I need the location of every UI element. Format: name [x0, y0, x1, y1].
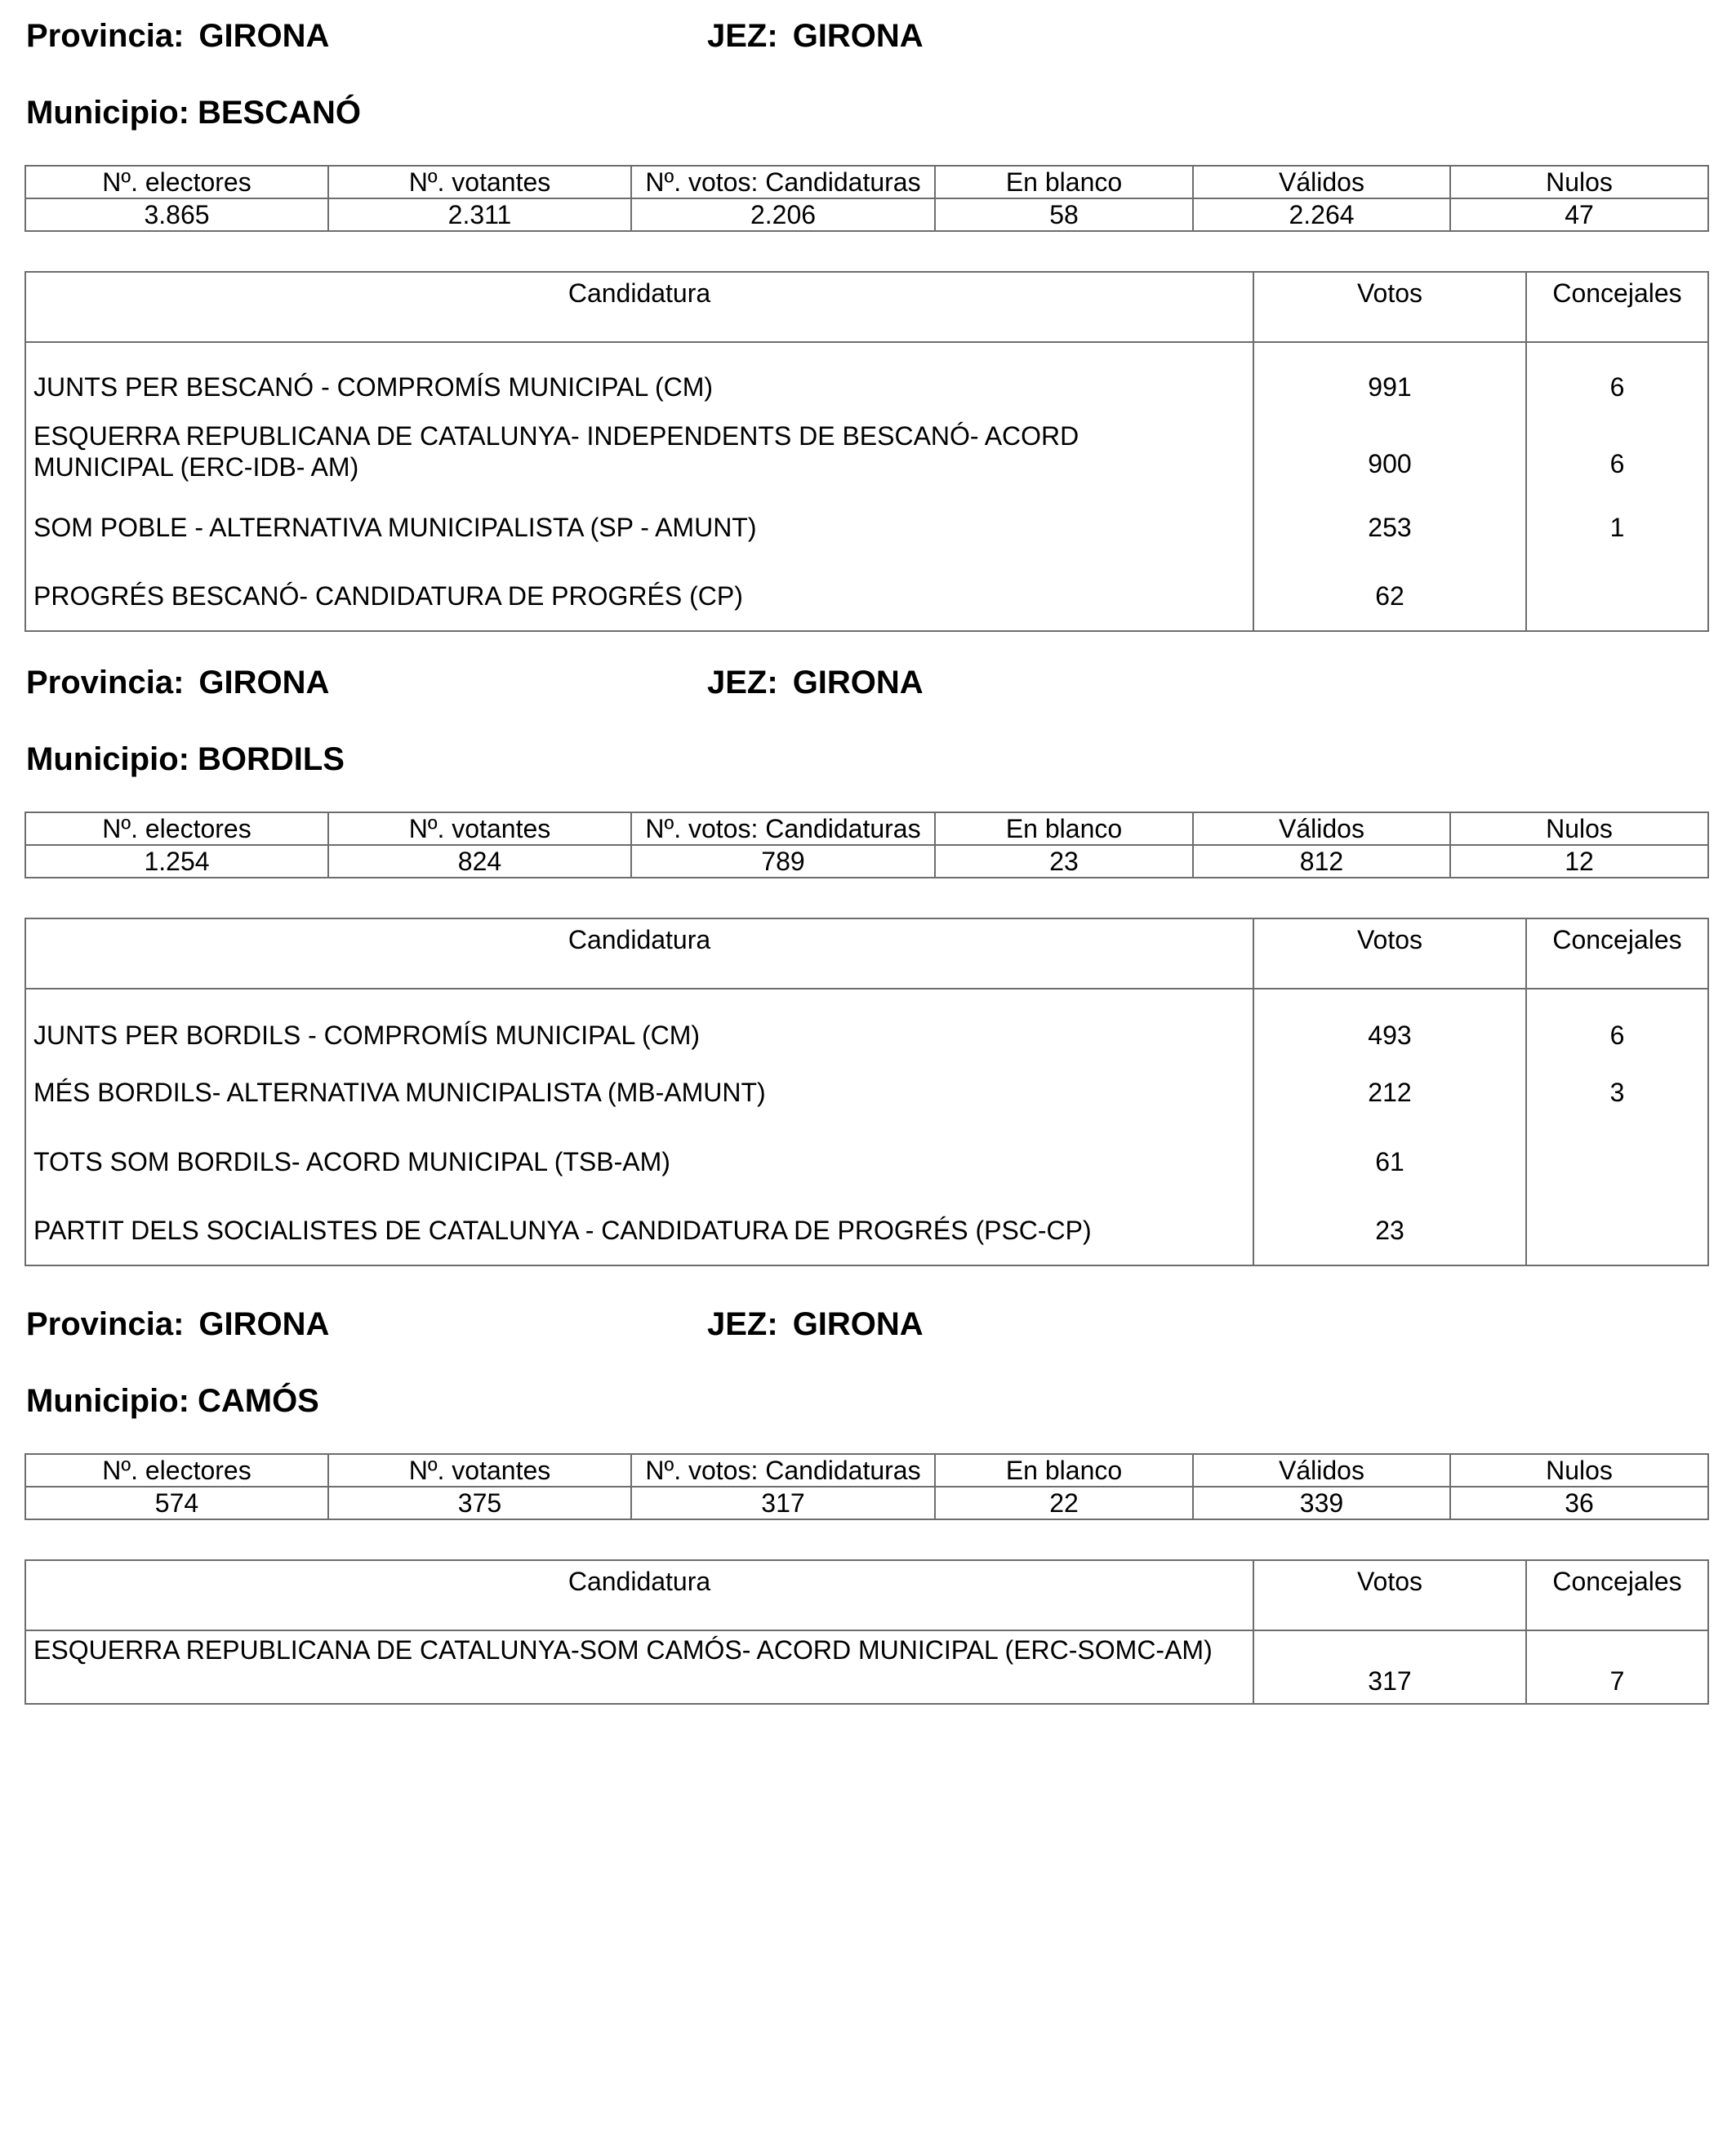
municipio-value: BESCANÓ: [197, 95, 361, 131]
table-row: [25, 989, 1708, 1057]
summary-header-row: [25, 166, 1708, 198]
table-row: [25, 1196, 1708, 1265]
summary-header-cell: Nº. votantes: [328, 1454, 631, 1487]
summary-value-cell: 2.264: [1193, 198, 1450, 231]
concejales-value: [1526, 1196, 1708, 1265]
table-row: [25, 409, 1708, 494]
candidatura-name: ESQUERRA REPUBLICANA DE CATALUNYA- INDEPENDENTS DE BESCANÓ- ACORD MUNICIPAL (ERC-IDB- AM): [25, 409, 1253, 494]
summary-value-cell: 317: [631, 1487, 935, 1519]
votos-header: Votos: [1253, 918, 1526, 989]
municipio-heading: [26, 93, 361, 132]
summary-header-cell: Nº. votos: Candidaturas: [631, 812, 935, 845]
concejales-header: Concejales: [1526, 1560, 1708, 1630]
concejales-value: 3: [1526, 1057, 1708, 1127]
jez-label: JEZ:: [707, 18, 778, 54]
candidatura-name: JUNTS PER BESCANÓ - COMPROMÍS MUNICIPAL (CM): [25, 342, 1253, 409]
candidatura-header-row: [25, 918, 1708, 989]
candidatura-header: Candidatura: [25, 1560, 1253, 1630]
provincia-heading: [26, 16, 329, 56]
summary-header-cell: Válidos: [1193, 812, 1450, 845]
concejales-value: 7: [1526, 1630, 1708, 1704]
candidatura-name: PARTIT DELS SOCIALISTES DE CATALUNYA - CANDIDATURA DE PROGRÉS (PSC-CP): [25, 1196, 1253, 1265]
summary-value-cell: 574: [25, 1487, 328, 1519]
summary-value-cell: 2.311: [328, 198, 631, 231]
table-row: [25, 1127, 1708, 1196]
summary-header-cell: Nº. electores: [25, 166, 328, 198]
jez-label: JEZ:: [707, 665, 778, 700]
municipio-label: Municipio:: [26, 1383, 189, 1419]
table-row: [25, 561, 1708, 631]
summary-header-row: [25, 812, 1708, 845]
summary-header-cell: Nº. votantes: [328, 812, 631, 845]
candidatura-header: Candidatura: [25, 918, 1253, 989]
summary-value-row: [25, 198, 1708, 231]
votos-value: 212: [1253, 1057, 1526, 1127]
provincia-label: Provincia:: [26, 18, 185, 54]
summary-header-cell: Nulos: [1450, 812, 1708, 845]
summary-header-cell: Nulos: [1450, 166, 1708, 198]
summary-table: [24, 1453, 1709, 1520]
concejales-value: [1526, 561, 1708, 631]
votos-value: 253: [1253, 494, 1526, 561]
summary-table: [24, 165, 1709, 232]
candidatura-name: ESQUERRA REPUBLICANA DE CATALUNYA-SOM CAMÓS- ACORD MUNICIPAL (ERC-SOMC-AM): [25, 1630, 1253, 1704]
table-row: [25, 342, 1708, 409]
provincia-heading: [26, 663, 329, 702]
jez-value: GIRONA: [792, 18, 924, 54]
jez-value: GIRONA: [792, 665, 924, 700]
summary-header-cell: Válidos: [1193, 1454, 1450, 1487]
summary-header-cell: En blanco: [935, 166, 1193, 198]
votos-value: 62: [1253, 561, 1526, 631]
municipio-value: BORDILS: [197, 741, 345, 777]
candidatura-table: [24, 271, 1709, 632]
summary-header-cell: Nulos: [1450, 1454, 1708, 1487]
summary-value-cell: 23: [935, 845, 1193, 878]
votos-value: 991: [1253, 342, 1526, 409]
municipio-label: Municipio:: [26, 741, 189, 777]
summary-value-row: [25, 1487, 1708, 1519]
candidatura-name: TOTS SOM BORDILS- ACORD MUNICIPAL (TSB-AM): [25, 1127, 1253, 1196]
votos-header: Votos: [1253, 1560, 1526, 1630]
summary-value-cell: 1.254: [25, 845, 328, 878]
candidatura-name: JUNTS PER BORDILS - COMPROMÍS MUNICIPAL (CM): [25, 989, 1253, 1057]
votos-value: 493: [1253, 989, 1526, 1057]
municipio-heading: [26, 1381, 319, 1421]
candidatura-name: PROGRÉS BESCANÓ- CANDIDATURA DE PROGRÉS (CP): [25, 561, 1253, 631]
municipio-heading: [26, 740, 345, 779]
votos-value: 23: [1253, 1196, 1526, 1265]
jez-heading: [707, 1305, 924, 1344]
votos-value: 61: [1253, 1127, 1526, 1196]
concejales-value: 6: [1526, 989, 1708, 1057]
summary-value-cell: 789: [631, 845, 935, 878]
summary-value-cell: 22: [935, 1487, 1193, 1519]
provincia-label: Provincia:: [26, 665, 185, 700]
candidatura-header-row: [25, 1560, 1708, 1630]
candidatura-header: Candidatura: [25, 272, 1253, 342]
concejales-value: [1526, 1127, 1708, 1196]
summary-header-cell: Válidos: [1193, 166, 1450, 198]
summary-value-cell: 36: [1450, 1487, 1708, 1519]
concejales-value: 6: [1526, 409, 1708, 494]
summary-header-cell: En blanco: [935, 1454, 1193, 1487]
jez-heading: [707, 663, 924, 702]
concejales-header: Concejales: [1526, 918, 1708, 989]
provincia-heading: [26, 1305, 329, 1344]
summary-header-cell: Nº. votos: Candidaturas: [631, 1454, 935, 1487]
provincia-label: Provincia:: [26, 1306, 185, 1342]
concejales-value: 6: [1526, 342, 1708, 409]
summary-value-cell: 58: [935, 198, 1193, 231]
municipio-value: CAMÓS: [197, 1383, 319, 1419]
summary-value-cell: 339: [1193, 1487, 1450, 1519]
candidatura-name: MÉS BORDILS- ALTERNATIVA MUNICIPALISTA (MB-AMUNT): [25, 1057, 1253, 1127]
jez-heading: [707, 16, 924, 56]
provincia-value: GIRONA: [198, 18, 330, 54]
summary-header-cell: Nº. votos: Candidaturas: [631, 166, 935, 198]
candidatura-table: [24, 918, 1709, 1266]
summary-header-cell: Nº. electores: [25, 1454, 328, 1487]
summary-value-cell: 824: [328, 845, 631, 878]
votos-value: 900: [1253, 409, 1526, 494]
summary-value-cell: 812: [1193, 845, 1450, 878]
provincia-value: GIRONA: [198, 1306, 330, 1342]
table-row: [25, 494, 1708, 561]
candidatura-header-row: [25, 272, 1708, 342]
summary-value-cell: 12: [1450, 845, 1708, 878]
votos-value: 317: [1253, 1630, 1526, 1704]
summary-header-cell: Nº. electores: [25, 812, 328, 845]
summary-header-cell: En blanco: [935, 812, 1193, 845]
summary-value-row: [25, 845, 1708, 878]
summary-value-cell: 47: [1450, 198, 1708, 231]
municipio-label: Municipio:: [26, 95, 189, 131]
jez-label: JEZ:: [707, 1306, 778, 1342]
summary-header-row: [25, 1454, 1708, 1487]
summary-value-cell: 3.865: [25, 198, 328, 231]
summary-table: [24, 812, 1709, 878]
summary-value-cell: 375: [328, 1487, 631, 1519]
votos-header: Votos: [1253, 272, 1526, 342]
table-row: [25, 1057, 1708, 1127]
jez-value: GIRONA: [792, 1306, 924, 1342]
summary-value-cell: 2.206: [631, 198, 935, 231]
candidatura-name: SOM POBLE - ALTERNATIVA MUNICIPALISTA (SP - AMUNT): [25, 494, 1253, 561]
candidatura-table: [24, 1559, 1709, 1705]
table-row: [25, 1630, 1708, 1704]
concejales-value: 1: [1526, 494, 1708, 561]
summary-header-cell: Nº. votantes: [328, 166, 631, 198]
provincia-value: GIRONA: [198, 665, 330, 700]
concejales-header: Concejales: [1526, 272, 1708, 342]
